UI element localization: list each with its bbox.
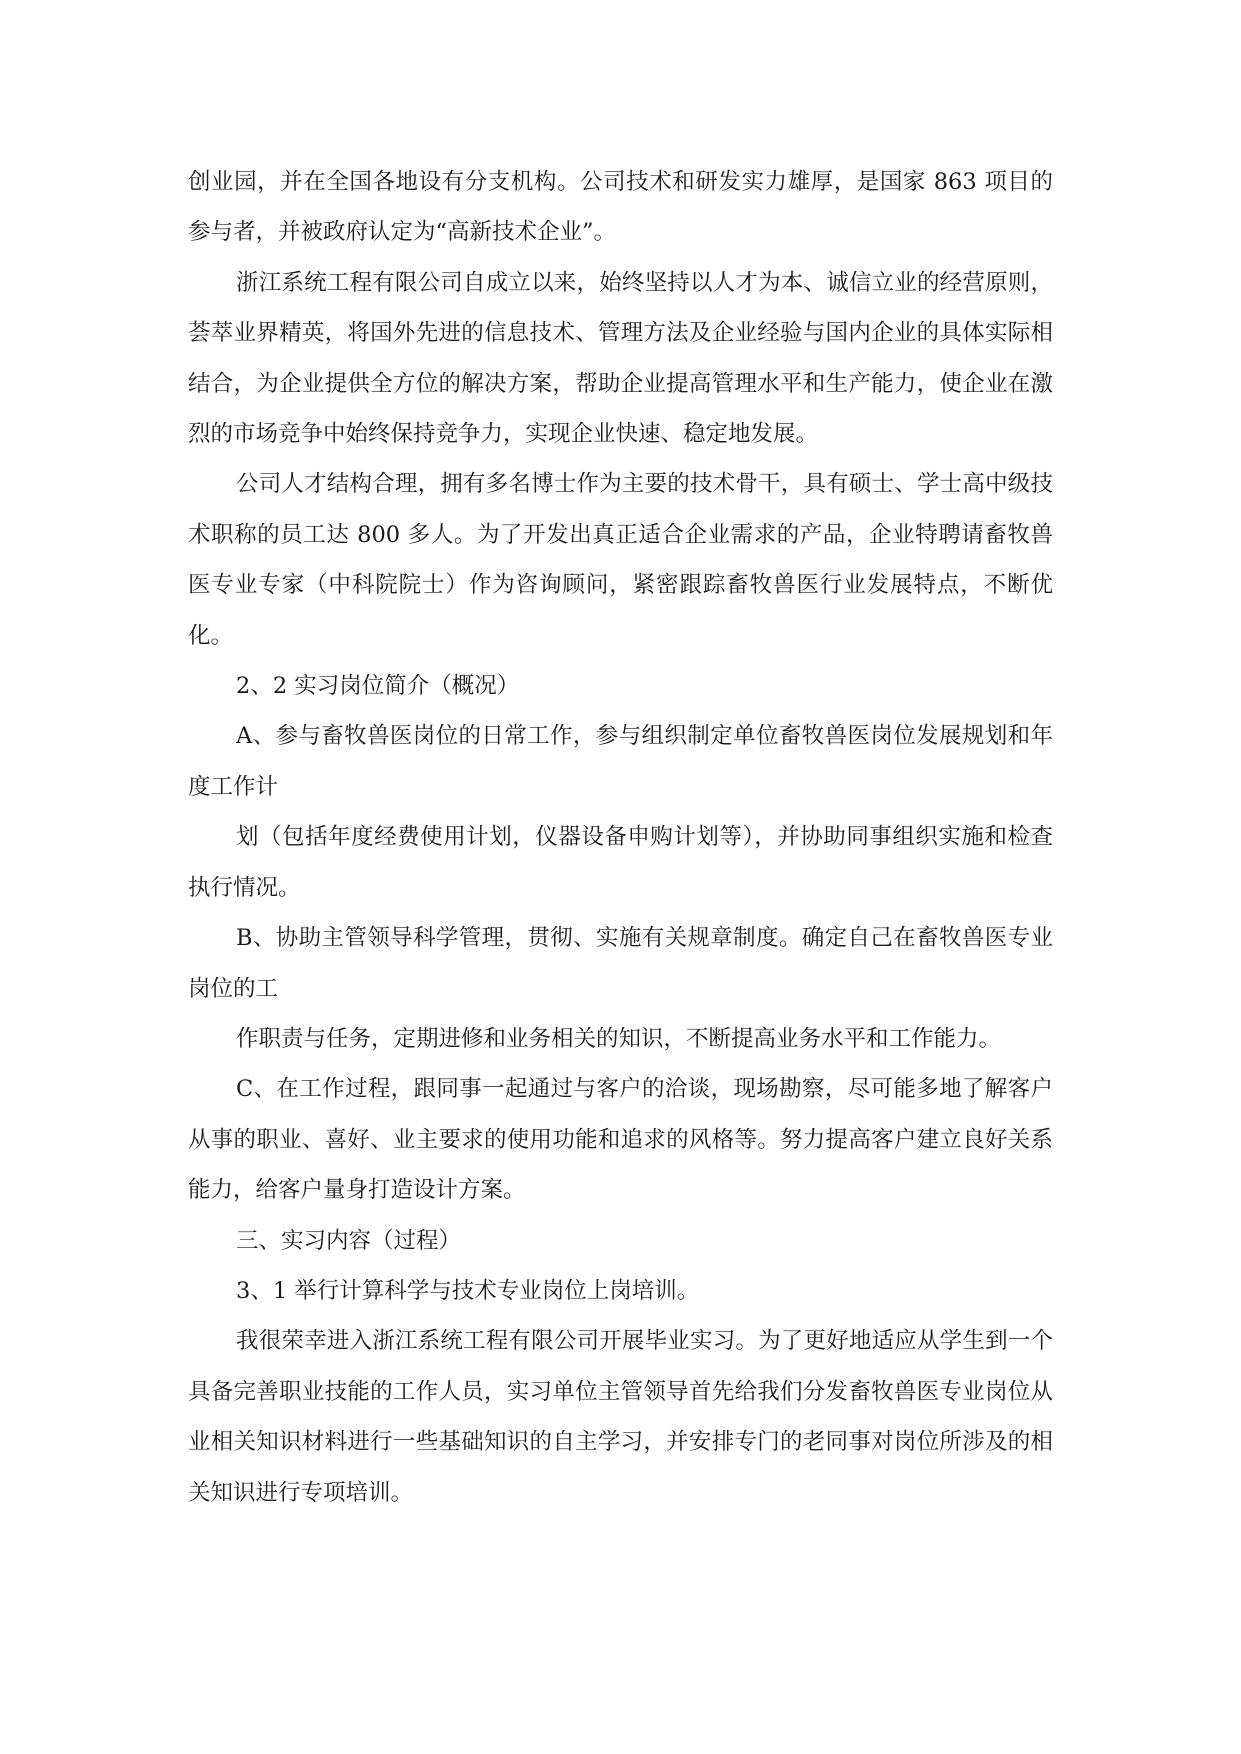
section-heading-3: 三、实习内容（过程） <box>236 1227 462 1254</box>
paragraph-duty-c: C、在工作过程，跟同事一起通过与客户的洽谈，现场勘察，尽可能多地了解客户从事的职业、喜好、业主要求的使用功能和追求的风格等。努力提高客户建立良好关系能力，给客户量身打造设计方案。 <box>188 1076 1053 1204</box>
paragraph-company-talent: 公司人才结构合理，拥有多名博士作为主要的技术骨干，具有硕士、学士高中级技术职称的员工达 800 多人。为了开发出真正适合企业需求的产品，企业特聘请畜牧兽医专业专家（中科院院士）作为咨询顾问，紧密跟踪畜牧兽医行业发展特点，不断优化。 <box>188 471 1053 649</box>
section-heading-3-1: 3、1 举行计算科学与技术专业岗位上岗培训。 <box>236 1277 700 1304</box>
paragraph-internship-training: 我很荣幸进入浙江系统工程有限公司开展毕业实习。为了更好地适应从学生到一个具备完善职业技能的工作人员，实习单位主管领导首先给我们分发畜牧兽医专业岗位从业相关知识材料进行一些基础知识的自主学习，并安排专门的老同事对岗位所涉及的相关知识进行专项培训。 <box>188 1328 1053 1506</box>
paragraph-duty-a: A、参与畜牧兽医岗位的日常工作，参与组织制定单位畜牧兽医岗位发展规划和年度工作计 <box>188 723 1053 800</box>
paragraph-duty-b: B、协助主管领导科学管理，贯彻、实施有关规章制度。确定自己在畜牧兽医专业岗位的工 <box>188 925 1053 1002</box>
paragraph-company-profile-cont: 创业园，并在全国各地设有分支机构。公司技术和研发实力雄厚，是国家 863 项目的参与者，并被政府认定为“高新技术企业”。 <box>188 169 1053 246</box>
paragraph-duty-a-cont: 划（包括年度经费使用计划，仪器设备申购计划等），并协助同事组织实施和检查执行情况。 <box>188 824 1053 901</box>
paragraph-company-principles: 浙江系统工程有限公司自成立以来，始终坚持以人才为本、诚信立业的经营原则，荟萃业界精英，将国外先进的信息技术、管理方法及企业经验与国内企业的具体实际相结合，为企业提供全方位的解决方案，帮助企业提高管理水平和生产能力，使企业在激烈的市场竞争中始终保持竞争力，实现企业快速、稳定地发展。 <box>188 269 1053 448</box>
document-body <box>188 157 1053 1518</box>
paragraph-duty-b-cont: 作职责与任务，定期进修和业务相关的知识，不断提高业务水平和工作能力。 <box>236 1025 1002 1052</box>
section-heading-2-2: 2、2 实习岗位简介（概况） <box>236 673 520 700</box>
